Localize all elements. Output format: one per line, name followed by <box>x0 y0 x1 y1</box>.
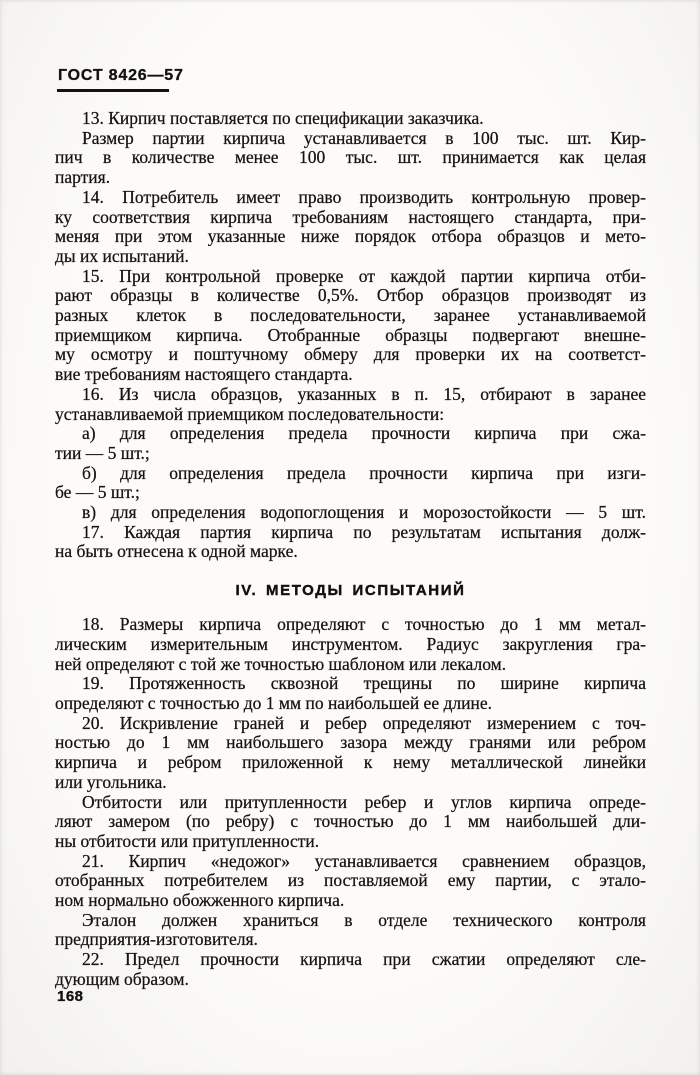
text-line: дующим образом. <box>55 968 189 989</box>
text-line: 18. Размеры кирпича определяют с точностью до 1 мм метал- <box>82 614 646 635</box>
page-number: 168 <box>57 988 84 1005</box>
text-line: ды их испытаний. <box>55 245 189 266</box>
text-line: меняя при этом указанные ниже порядок отбора образцов и мето- <box>55 226 646 247</box>
text-line: 17. Каждая партия кирпича по результатам испытания долж- <box>82 521 646 542</box>
text-line: на быть отнесена к одной марке. <box>55 541 298 562</box>
text-line: устанавливаемой приемщиком последовательности: <box>55 403 445 424</box>
text-line: б) для определения предела прочности кирпича при изги- <box>82 462 646 483</box>
paragraph <box>55 852 646 911</box>
text-line: в) для определения водопоглощения и морозостойкости — 5 шт. <box>82 502 646 523</box>
text-line: Размер партии кирпича устанавливается в 100 тыс. шт. Кир- <box>82 127 646 148</box>
text-line: или угольника. <box>55 771 167 792</box>
text-line: ку соответствия кирпича требованиям настоящего стандарта, при- <box>55 206 646 227</box>
text-line: определяют с точностью до 1 мм по наибольшей ее длине. <box>55 692 492 713</box>
text-line: 14. Потребитель имеет право производить контрольную провер- <box>82 186 646 207</box>
text-line: предприятия-изготовителя. <box>55 929 258 950</box>
paragraph <box>55 385 646 424</box>
text-line: кирпича и ребром приложенной к нему металлической линейки <box>55 752 646 773</box>
text-line: ностью до 1 мм наибольшего зазора между гранями или ребром <box>55 732 646 753</box>
paragraph <box>55 674 646 713</box>
text-line: ном нормально обожженного кирпича. <box>55 890 345 911</box>
text-line: 20. Искривление граней и ребер определяют измерением с точ- <box>82 712 646 733</box>
text-line: бе — 5 шт.; <box>55 482 140 503</box>
paragraph <box>55 109 646 129</box>
paragraph <box>55 714 646 793</box>
text-line: разных клеток в последовательности, заранее устанавливаемой <box>55 305 646 326</box>
paragraph <box>55 911 646 950</box>
text-line: а) для определения предела прочности кирпича при сжа- <box>82 423 646 444</box>
section-heading: IV. МЕТОДЫ ИСПЫТАНИЙ <box>235 582 466 600</box>
text-line: тии — 5 шт.; <box>55 442 150 463</box>
paragraph <box>55 950 646 989</box>
text-line: 16. Из числа образцов, указанных в п. 15, отбирают в заранее <box>82 383 646 404</box>
text-line: 21. Кирпич «недожог» устанавливается сравнением образцов, <box>82 850 646 871</box>
text-line: 15. При контрольной проверке от каждой партии кирпича отби- <box>82 265 646 286</box>
text-line: партия. <box>55 167 111 188</box>
paragraph <box>55 267 646 385</box>
paragraph <box>55 793 646 852</box>
document-number: ГОСТ 8426—57 <box>58 67 184 84</box>
text-line: лическим измерительным инструментом. Радиус закругления гра- <box>55 633 646 654</box>
text-block-before-heading <box>55 109 646 562</box>
paragraph <box>55 424 646 463</box>
text-line: Эталон должен храниться в отделе технического контроля <box>82 909 646 930</box>
paragraph <box>55 129 646 188</box>
paragraph <box>55 615 646 674</box>
text-line: му осмотру и поштучному обмеру для проверки их на соответст- <box>55 344 646 365</box>
text-line: рают образцы в количестве 0,5%. Отбор образцов производят из <box>55 285 646 306</box>
text-block-after-heading <box>55 615 646 989</box>
text-line: 22. Предел прочности кирпича при сжатии определяют сле- <box>82 949 646 970</box>
text-line: вие требованиям настоящего стандарта. <box>55 364 353 385</box>
text-line: ны отбитости или притупленности. <box>55 830 320 851</box>
text-line: пич в количестве менее 100 тыс. шт. принимается как целая <box>55 147 646 168</box>
text-line: приемщиком кирпича. Отобранные образцы подвергают внешне- <box>55 324 646 345</box>
header-rule <box>57 89 169 92</box>
text-line: Отбитости или притупленности ребер и углов кирпича опреде- <box>82 791 646 812</box>
text-line: ней определяют с той же точностью шаблоном или лекалом. <box>55 653 507 674</box>
text-line: 13. Кирпич поставляется по спецификации заказчика. <box>82 108 484 128</box>
paragraph <box>55 503 646 523</box>
paragraph <box>55 523 646 562</box>
text-column <box>55 109 646 990</box>
text-line: 19. Протяженность сквозной трещины по ширине кирпича <box>82 673 646 694</box>
paragraph <box>55 464 646 503</box>
text-line: ляют замером (по ребру) с точностью до 1 мм наибольшей дли- <box>55 811 646 832</box>
text-line: отобранных потребителем из поставляемой ему партии, с этало- <box>55 870 646 891</box>
paragraph <box>55 188 646 267</box>
